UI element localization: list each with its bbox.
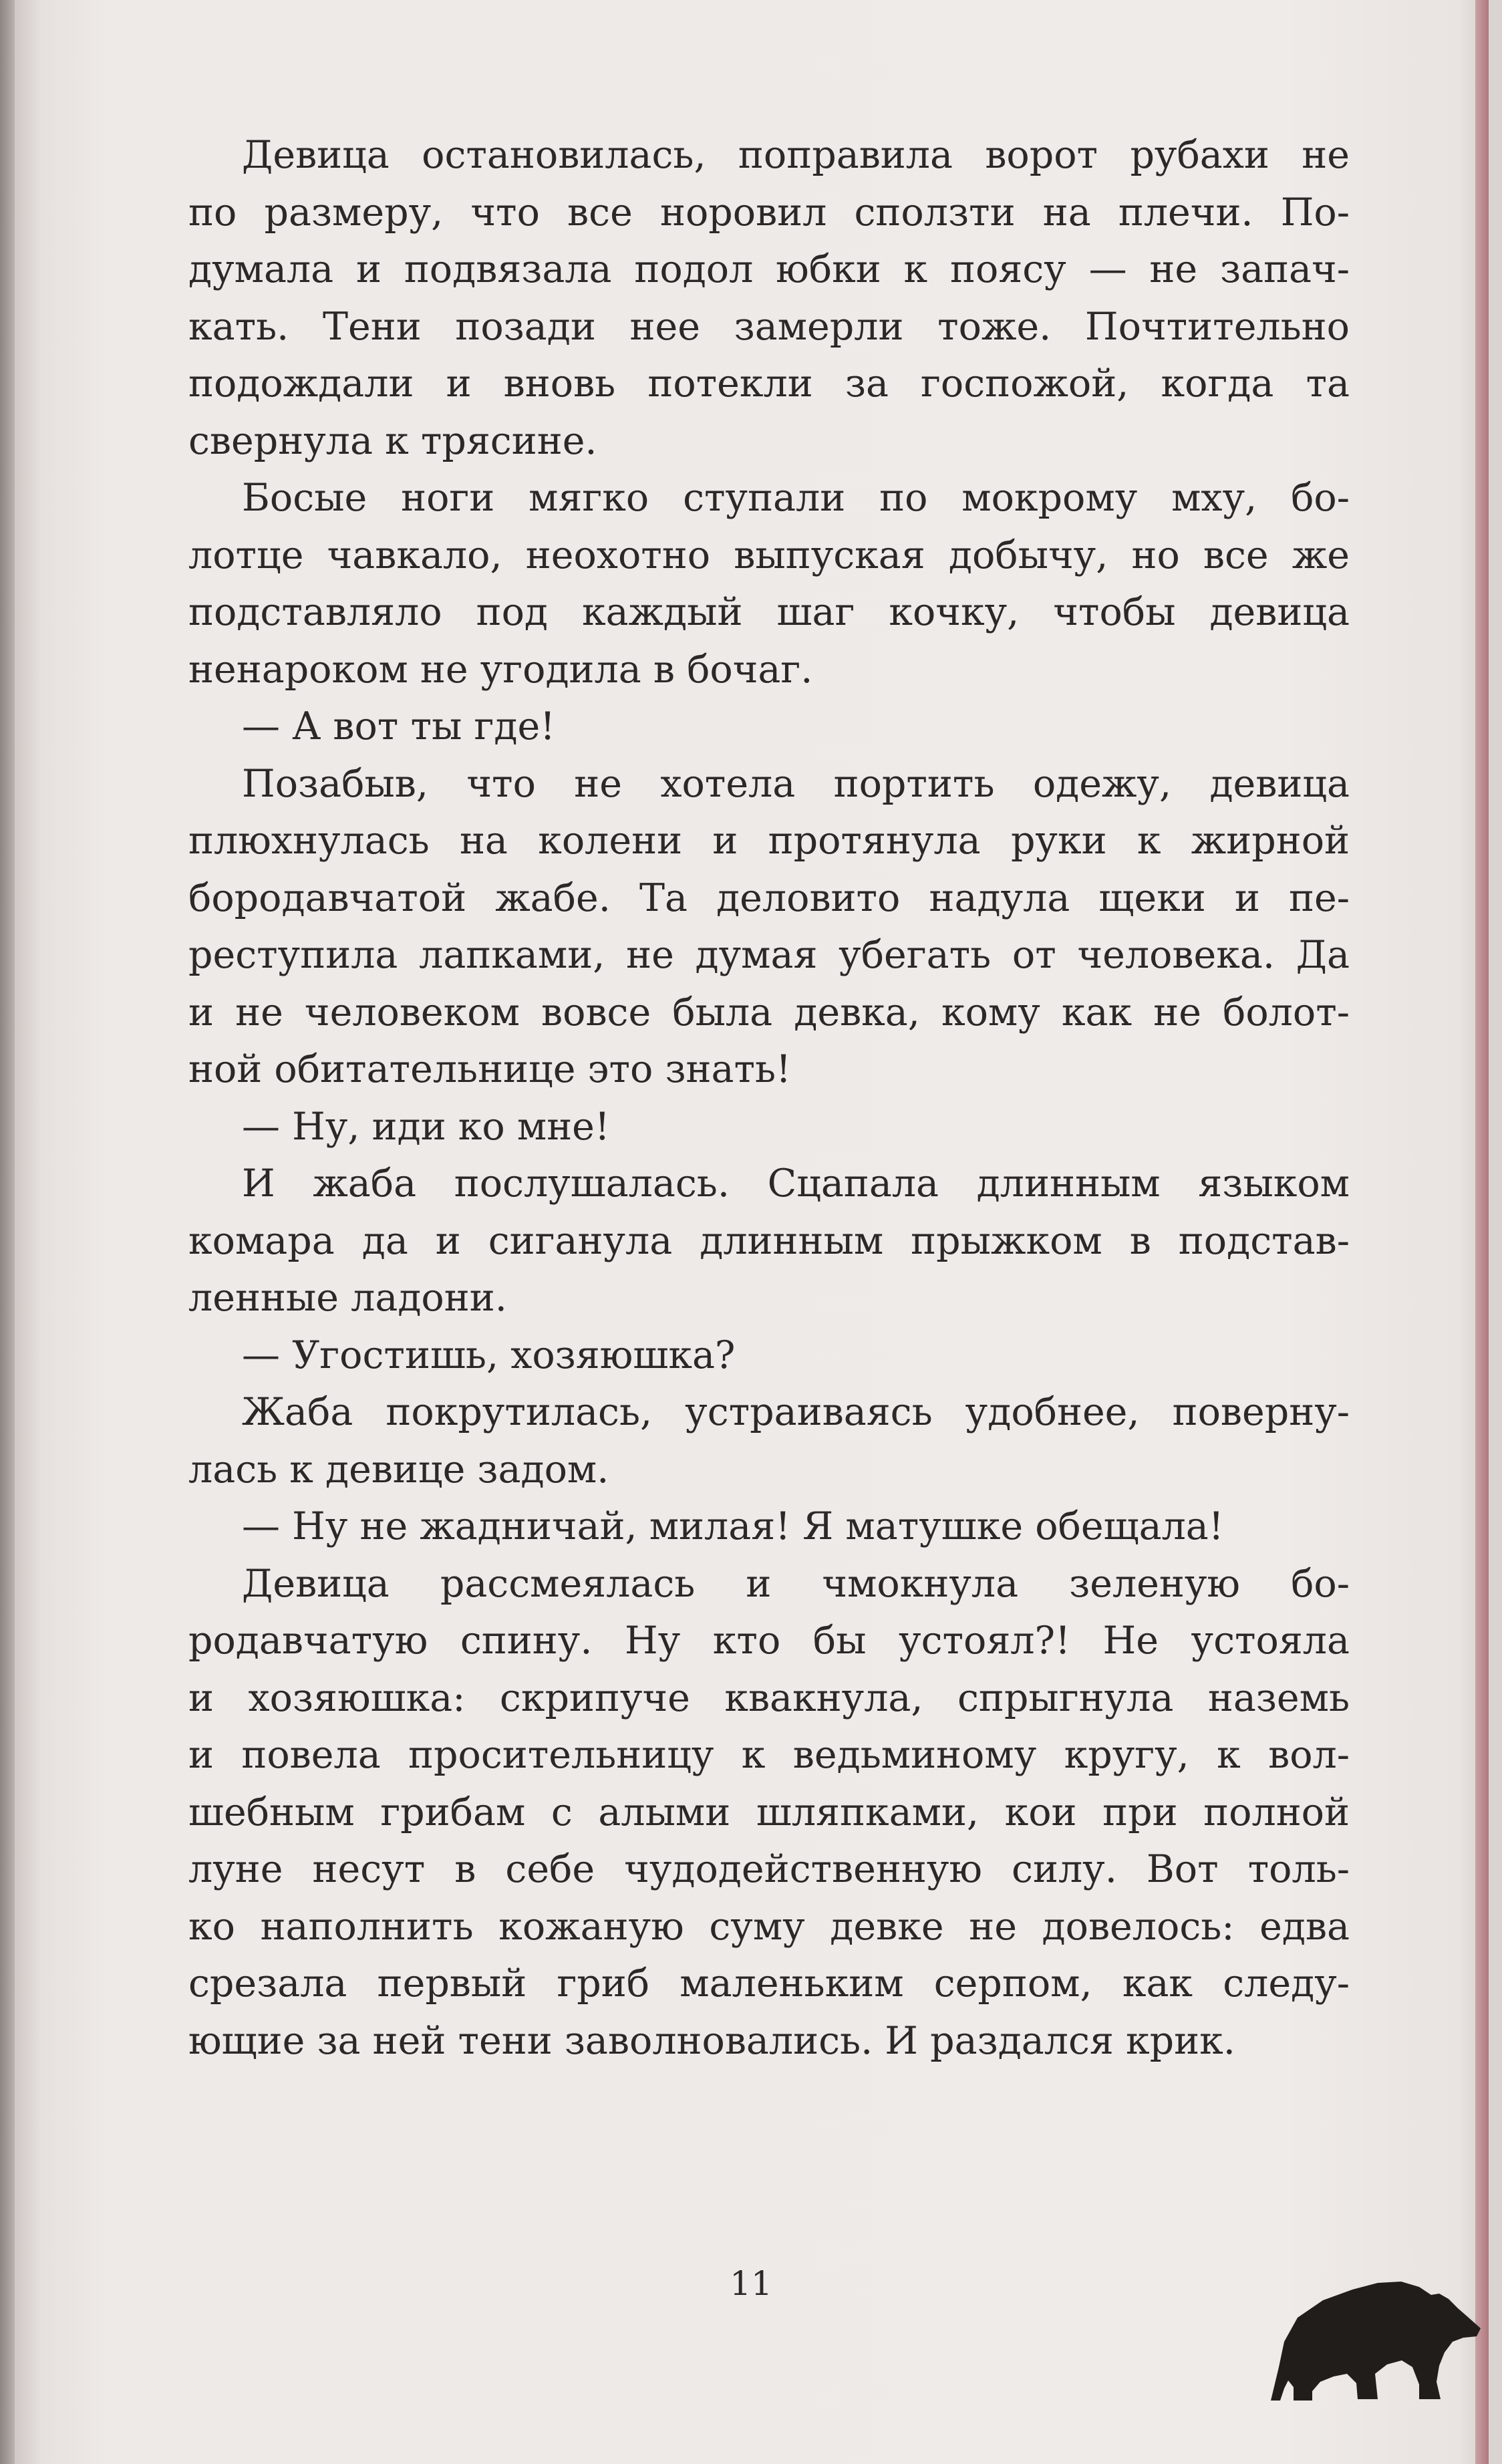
text-line: думала и подвязала подол юбки к поясу — не запач-: [188, 247, 1350, 291]
paragraph: [188, 1556, 1350, 2070]
text-line: и не человеком вовсе была девка, кому как не болот-: [188, 990, 1350, 1035]
text-line: Позабыв, что не хотела портить одежу, девица: [242, 761, 1350, 806]
text-line: ко наполнить кожаную суму девке не довелось: едва: [188, 1904, 1350, 1949]
paragraph: [188, 1327, 1350, 1385]
paragraph: [188, 1099, 1350, 1156]
bear-silhouette-icon: [1264, 2267, 1485, 2407]
paragraph: [188, 1384, 1350, 1498]
body-text: [188, 127, 1350, 2070]
text-line: свернула к трясине.: [188, 418, 597, 463]
paragraph: [188, 470, 1350, 698]
text-line: лотце чавкало, неохотно выпуская добычу, но все же: [188, 533, 1350, 577]
text-line: плюхнулась на колени и протянула руки к жирной: [188, 819, 1350, 863]
text-line: бородавчатой жабе. Та деловито надула щеки и пе-: [188, 875, 1350, 920]
text-line: — Угостишь, хозяюшка?: [242, 1333, 736, 1377]
text-line: ненароком не угодила в бочаг.: [188, 647, 813, 692]
text-line: — Ну не жадничай, милая! Я матушке обещала!: [242, 1504, 1224, 1548]
text-line: Босые ноги мягко ступали по мокрому мху, бо-: [242, 476, 1350, 520]
text-line: реступила лапками, не думая убегать от человека. Да: [188, 933, 1350, 977]
text-line: срезала первый гриб маленьким серпом, как следу-: [188, 1961, 1350, 2006]
paragraph: [188, 1498, 1350, 1556]
text-line: ленные ладони.: [188, 1276, 507, 1320]
text-line: комара да и сиганула длинным прыжком в подстав-: [188, 1218, 1350, 1263]
text-line: ной обитательнице это знать!: [188, 1047, 791, 1091]
text-line: по размеру, что все норовил сползти на плечи. По-: [188, 190, 1350, 235]
text-line: подставляло под каждый шаг кочку, чтобы девица: [188, 590, 1350, 634]
paragraph: [188, 756, 1350, 1099]
text-line: лась к девице задом.: [188, 1447, 609, 1492]
paragraph: [188, 1155, 1350, 1327]
text-line: луне несут в себе чудодейственную силу. Вот толь-: [188, 1847, 1350, 1891]
page-number: 11: [730, 2264, 772, 2303]
text-line: кать. Тени позади нее замерли тоже. Почтительно: [188, 304, 1350, 349]
text-line: — Ну, иди ко мне!: [242, 1104, 610, 1149]
text-line: ющие за ней тени заволновались. И раздался крик.: [188, 2018, 1235, 2063]
paragraph: [188, 127, 1350, 470]
text-line: Девица рассмеялась и чмокнула зеленую бо-: [242, 1561, 1350, 1606]
book-spine: [0, 0, 15, 2464]
text-line: шебным грибам с алыми шляпками, кои при полной: [188, 1790, 1350, 1834]
text-line: и повела просительницу к ведьминому кругу, к вол-: [188, 1733, 1350, 1777]
text-line: Жаба покрутилась, устраиваясь удобнее, поверну-: [242, 1390, 1350, 1434]
text-line: И жаба послушалась. Сцапала длинным языком: [242, 1161, 1350, 1206]
text-line: — А вот ты где!: [242, 704, 556, 748]
text-line: родавчатую спину. Ну кто бы устоял?! Не устояла: [188, 1619, 1350, 1663]
text-line: подождали и вновь потекли за госпожой, когда та: [188, 362, 1350, 406]
text-line: и хозяюшка: скрипуче квакнула, спрыгнула наземь: [188, 1675, 1350, 1720]
text-line: Девица остановилась, поправила ворот рубахи не: [242, 133, 1350, 177]
page-edge: [1475, 0, 1489, 2464]
paragraph: [188, 698, 1350, 756]
